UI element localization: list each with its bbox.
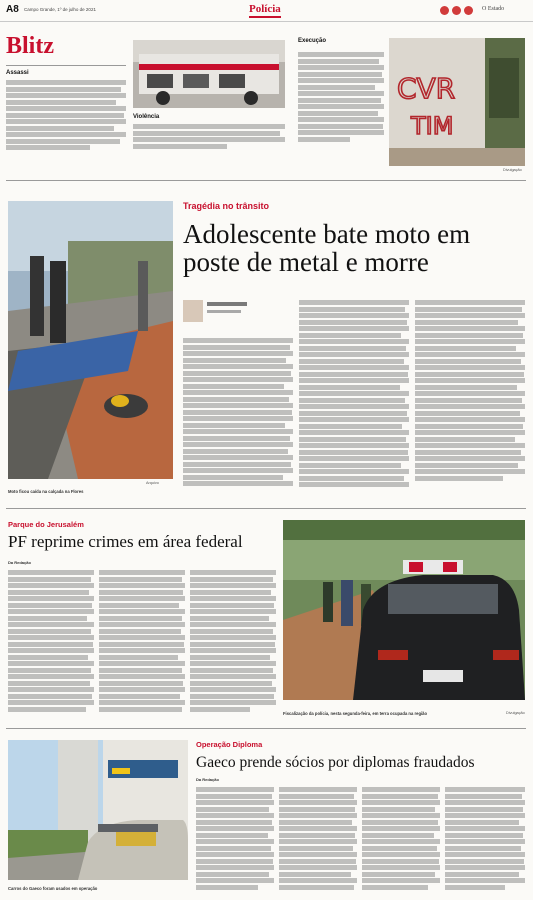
story3-kicker: Operação Diploma [196,740,263,749]
story1-headline-line2: poste de metal e morre [183,247,429,278]
story2-col1-text [8,570,94,718]
story1-col1-text [183,338,293,488]
story2-kicker: Parque do Jerusalém [8,520,84,529]
story2-photo-credit: Divulgação [506,711,525,715]
story2-col2-text [99,570,185,718]
dateline: Campo Grande, 1º de julho de 2021 [24,7,96,12]
story3-col4-text [445,787,525,895]
accident-photo [8,201,173,479]
author-role [207,310,241,313]
story2-headline: PF reprime crimes em área federal [8,532,243,551]
gaeco-vehicle-photo [8,740,188,880]
page-number: A8 [6,4,19,15]
story1-kicker: Tragédia no trânsito [183,201,270,211]
divider [6,180,526,181]
blitz-title: Blitz [6,33,54,59]
story3-col3-text [362,787,440,895]
graffiti-wall-photo [389,38,525,166]
graffiti-text-1: CVR [397,72,456,105]
facebook-icon [440,6,449,15]
graffiti-text-2: TIM [411,112,454,140]
blitz-col3-kicker: Execução [298,38,327,44]
story2-byline: Da Redação [8,560,31,565]
story1-col2-text [299,300,409,490]
story1-headline-line1: Adolescente bate moto em [183,219,471,249]
blitz-col2-kicker: Violência [133,114,160,120]
story3-col1-text [196,787,274,895]
author-avatar [183,300,203,322]
story1-photo-caption: Moto ficou caída na calçada na Flores [8,489,84,494]
blitz-col1-kicker: Assassi [6,70,29,76]
divider [6,65,126,66]
story1-photo-credit: Arquivo [146,481,159,485]
section-name: Polícia [249,3,281,18]
newspaper-brand: O Estado [482,6,505,12]
blitz-photo-credit: Divulgação [503,168,522,172]
blitz-col1-text [6,80,126,170]
blitz-col2-text [133,124,285,168]
blitz-vehicle-photo [133,40,285,108]
story2-photo-caption: Fiscalização da polícia, nesta segunda-feira, em terra ocupada na região [283,711,428,716]
instagram-icon [452,6,461,15]
blitz-col3-text [298,52,384,168]
story3-photo-caption: Carros do Gaeco foram usados em operação [8,886,98,891]
divider [6,728,526,729]
divider [6,508,526,509]
story2-col3-text [190,570,276,718]
author-name [207,302,247,306]
story3-col2-text [279,787,357,895]
story1-headline [183,220,528,277]
police-car-photo [283,520,525,700]
twitter-icon [464,6,473,15]
story3-byline: Da Redação [196,777,219,782]
story1-col3-text [415,300,525,490]
story3-headline: Gaeco prende sócios por diplomas fraudados [196,754,475,771]
